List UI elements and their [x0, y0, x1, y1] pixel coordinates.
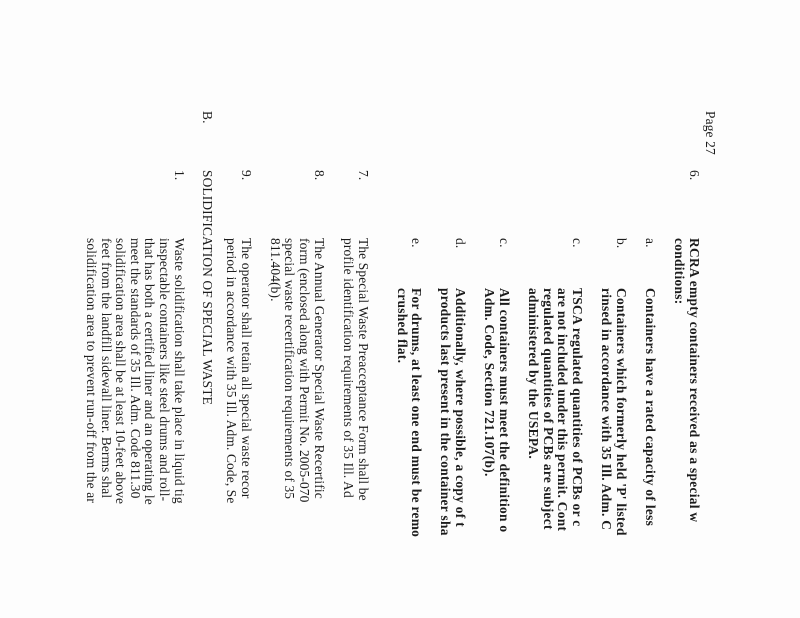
item-6-line-1: RCRA empty containers received as a special w	[687, 238, 702, 523]
item-7-line-1: The Special Waste Preacceptance Form shall be	[356, 238, 371, 501]
item-6c-line-4: administered by the USEPA.	[526, 288, 541, 459]
item-6d-letter: d.	[453, 238, 468, 249]
item-b1-number: 1.	[172, 170, 187, 181]
item-8-line-4: 811.404(b).	[268, 238, 283, 302]
item-8-line-2: form (enclosed along with Permit No. 2005-070	[297, 238, 312, 503]
item-6-number: 6.	[687, 170, 702, 181]
item-9-number: 9.	[239, 170, 254, 181]
item-6a-line-1: Containers have a rated capacity of less	[643, 288, 658, 527]
item-6e-line-1: For drums, at least one end must be remo	[409, 288, 424, 538]
item-b1-line-3: that has both a certified liner and an operating le	[142, 238, 157, 505]
item-b1-line-6: feet from the landfill sidewall liner. Berms shal	[99, 238, 114, 499]
item-8-line-1: The Annual Generator Special Waste Recertific	[312, 238, 327, 499]
item-6d-line-1: Additionally, where possible, a copy of t	[453, 288, 468, 527]
item-8-number: 8.	[312, 170, 327, 181]
item-6e-letter: e.	[409, 238, 424, 248]
item-b1-line-1: Waste solidification shall take place in liquid tig	[172, 238, 187, 504]
item-6e-line-2: crushed flat.	[395, 288, 410, 364]
item-6b-line-2: rinsed in accordance with 35 Ill. Adm. C	[599, 288, 614, 531]
item-6c-letter: c.	[570, 238, 585, 248]
item-6c2-line-1: All containers must meet the definition o	[497, 288, 512, 533]
item-b1-line-2: inspectable containers like steel drums and roll-	[157, 238, 172, 502]
item-b1-line-5: solidification area shall be at least 10-feet above	[113, 238, 128, 505]
item-6a-letter: a.	[643, 238, 658, 248]
item-6b-line-1: Containers which formerly held 'P' listed	[614, 288, 629, 536]
section-b-title: SOLIDIFICATION OF SPECIAL WASTE	[200, 170, 215, 405]
item-6c2-line-2: Adm. Code, Section 721.107(b).	[482, 288, 497, 477]
item-6c-line-2: are not included under this permit. Cont	[555, 288, 570, 532]
item-8-line-3: special waste recertification requirements of 35	[282, 238, 297, 500]
item-6-line-2: conditions:	[672, 238, 687, 305]
page-number: Page 27	[703, 111, 718, 155]
item-6d-line-2: products last present in the container sha	[438, 288, 453, 536]
item-7-line-2: profile identification requirements of 35 Ill. Ad	[341, 238, 356, 498]
item-6c2-letter: c.	[497, 238, 512, 248]
item-9-line-1: The operator shall retain all special waste recor	[239, 238, 254, 499]
item-6c-line-1: TSCA regulated quantities of PCBs or c	[570, 288, 585, 527]
item-9-line-2: period in accordance with 35 Ill. Adm. Code, Se	[224, 238, 239, 504]
section-b-letter: B.	[200, 111, 215, 124]
item-6c-line-3: regulated quantities of PCBs are subject	[541, 288, 556, 530]
item-7-number: 7.	[356, 170, 371, 181]
item-b1-line-7: solidification area to prevent run-off from the ar	[84, 238, 99, 503]
item-b1-line-4: meet the standards of 35 Ill. Adm. Code 811.30	[128, 238, 143, 499]
item-6b-letter: b.	[614, 238, 629, 249]
